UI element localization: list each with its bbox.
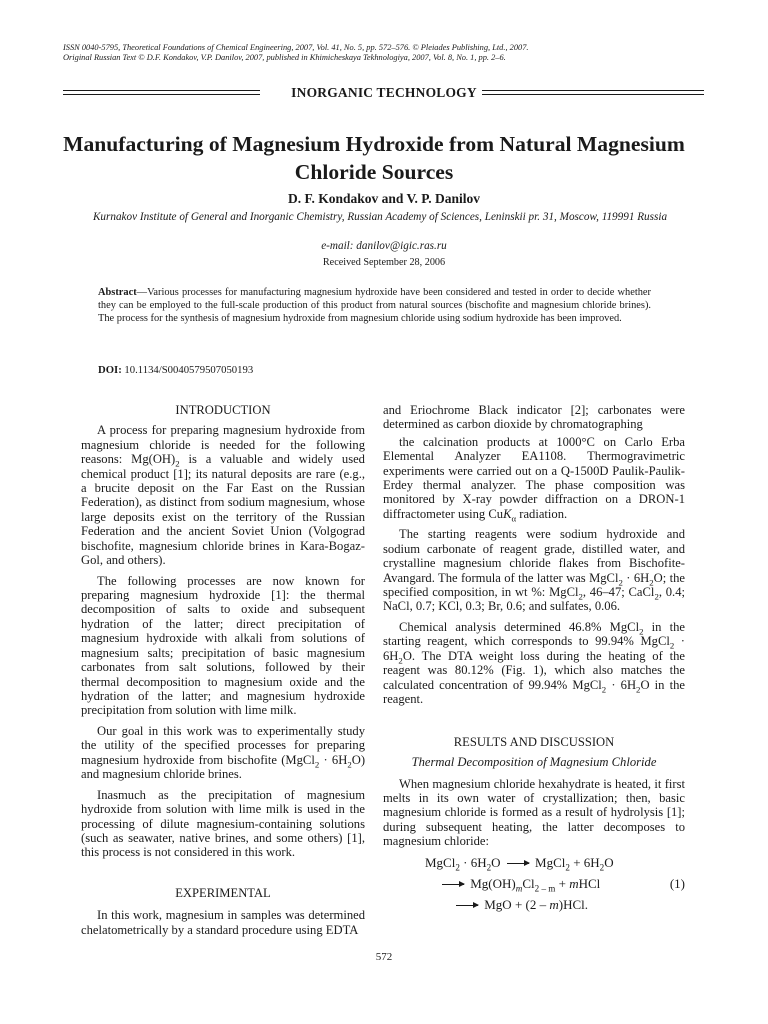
left-column: [81, 403, 365, 943]
reaction-arrow-icon: [456, 905, 478, 906]
experimental-paragraph-4: Chemical analysis determined 46.8% MgCl$_2$ in the starting reagent, which corresponds to 99.94% MgCl$_2$ · $6H_2O$. The DTA weight loss during the heating of the reagent was 80.12% (Fig. 1), which also matches the calculated concentration of 99.94% MgCl$_2$ · $6H_2O$ in the reagent.: [383, 620, 685, 707]
equation-line-2: $Mg(OH)_mCl_{2 - m}$ + mHCl: [439, 876, 600, 892]
reaction-arrow-icon: [507, 863, 529, 864]
doi: [98, 364, 253, 377]
doi-value: 10.1134/S0040579507050193: [121, 364, 254, 376]
reaction-arrow-icon: [442, 884, 464, 885]
experimental-paragraph-2: the calcination products at 1000°C on Carlo Erba Elemental Analyzer EA1108. Thermogravimetric experiments were carried out on a Q-1500D Paulik-Paulik-Erdey thermal analyzer. The phase composition was monitored by X-ray powder diffraction on a DRON-1 diffractometer using CuK$_\alpha$ radiation.: [383, 434, 685, 524]
abstract-label: Abstract: [98, 287, 137, 298]
journal-citation-line: ISSN 0040-5795, Theoretical Foundations of Chemical Engineering, 2007, Vol. 41, No. 5, pp. 572–576. © Pleiades Publishing, Ltd., 2007.: [63, 43, 529, 52]
results-heading: RESULTS AND DISCUSSION: [453, 734, 615, 749]
equation-line-1: MgCl$_2$ · $6H_2O$ MgCl$_2$ + $6H_2O$: [425, 854, 614, 873]
equation-1: [383, 855, 685, 921]
section-banner: INORGANIC TECHNOLOGY: [291, 85, 477, 100]
page-number: 572: [375, 951, 393, 963]
intro-paragraph-1: A process for preparing magnesium hydroxide from magnesium chloride is needed for the following reasons: $Mg(OH)_2$ is a valuable and widely used chemical product [1]; its natural deposits are rare (e.g., a brucite deposit on the Far East on the Russian Federation), as distinct from sodium magnesium, whose large deposits exist on the territory of the Russian Federation and the ancient Soviet Union (Volgograd bischofite, magnesium chloride brines in Kara-Bogaz-Gol, and others).: [81, 423, 365, 568]
affiliation: Kurnakov Institute of General and Inorganic Chemistry, Russian Academy of Sciences, Leninskii pr. 31, Moscow, 119991 Russia: [92, 211, 668, 223]
right-column: [383, 403, 685, 921]
intro-paragraph-4: Inasmuch as the precipitation of magnesium hydroxide from solution with lime milk is used in the processing of dilute magnesium-containing solutions (such as seawater, native brines, and some others) [1], this process is not considered in this work.: [81, 787, 365, 860]
intro-paragraph-2: The following processes are now known for preparing magnesium hydroxide [1]: the thermal decomposition of salts to oxide and subsequent hydration of the latter; direct precipitation of magnesium hydroxide with alkali from solutions of magnesium salts; precipitation of basic magnesium carbonates from salt solutions, followed by their thermal decomposition to magnesium oxide and the hydration of the latter; and magnesium hydroxide precipitation from solution with lime milk.: [81, 573, 365, 718]
received-date: Received September 28, 2006: [322, 257, 446, 268]
experimental-paragraph-3: The starting reagents were sodium hydroxide and sodium carbonate of reagent grade, distilled water, and crystalline magnesium chloride flakes from Bischofite-Avangard. The formula of the latter was MgCl$_2$ · $6H_2O$; the specified composition, in wt %: MgCl$_2$, 46–47; CaCl$_2$, 0.4; NaCl, 0.7; KCl, 0.3; Br, 0.6; and sulfates, 0.06.: [383, 527, 685, 614]
authors: D. F. Kondakov and V. P. Danilov: [287, 191, 481, 206]
equation-line-3: MgO + (2 – m)HCl.: [453, 897, 588, 913]
intro-heading: INTRODUCTION: [175, 403, 271, 417]
original-text-line: Original Russian Text © D.F. Kondakov, V.P. Danilov, 2007, published in Khimicheskaya Tekhnologiya, 2007, Vol. 8, No. 1, pp. 2–6.: [63, 53, 506, 62]
abstract-text: —Various processes for manufacturing magnesium hydroxide have been considered and tested in order to decide whether they can be employed to the full-scale production of this product from natural sources (bischofite and magnesium chloride brines). The process for the synthesis of magnesium hydroxide from magnesium chloride using sodium hydroxide has been improved.: [98, 287, 651, 324]
paper-title: Manufacturing of Magnesium Hydroxide from Natural Magnesium Chloride Sources: [63, 132, 685, 184]
author-email: e-mail: danilov@igic.ras.ru: [321, 240, 447, 252]
abstract: [98, 286, 651, 325]
experimental-paragraph-cont: and Eriochrome Black indicator [2]; carbonates were determined as carbon dioxide by chromatographing: [383, 403, 685, 432]
experimental-heading: EXPERIMENTAL: [175, 885, 271, 900]
intro-paragraph-3: Our goal in this work was to experimentally study the utility of the specified processes for preparing magnesium hydroxide from bischofite (MgCl$_2$ · $6H_2O$) and magnesium chloride brines.: [81, 723, 366, 782]
experimental-paragraph-1: In this work, magnesium in samples was determined chelatometrically by a standard procedure using EDTA: [81, 908, 365, 937]
results-paragraph-1: When magnesium chloride hexahydrate is heated, it first melts in its own water of crystallization; then, basic magnesium chloride is formed as a result of hydrolysis [1]; during subsequent heating, the latter decomposes to magnesium chloride:: [383, 776, 685, 849]
thermal-decomposition-subheading: Thermal Decomposition of Magnesium Chloride: [411, 755, 657, 770]
equation-number: (1): [669, 875, 685, 891]
doi-label: DOI:: [98, 364, 122, 376]
